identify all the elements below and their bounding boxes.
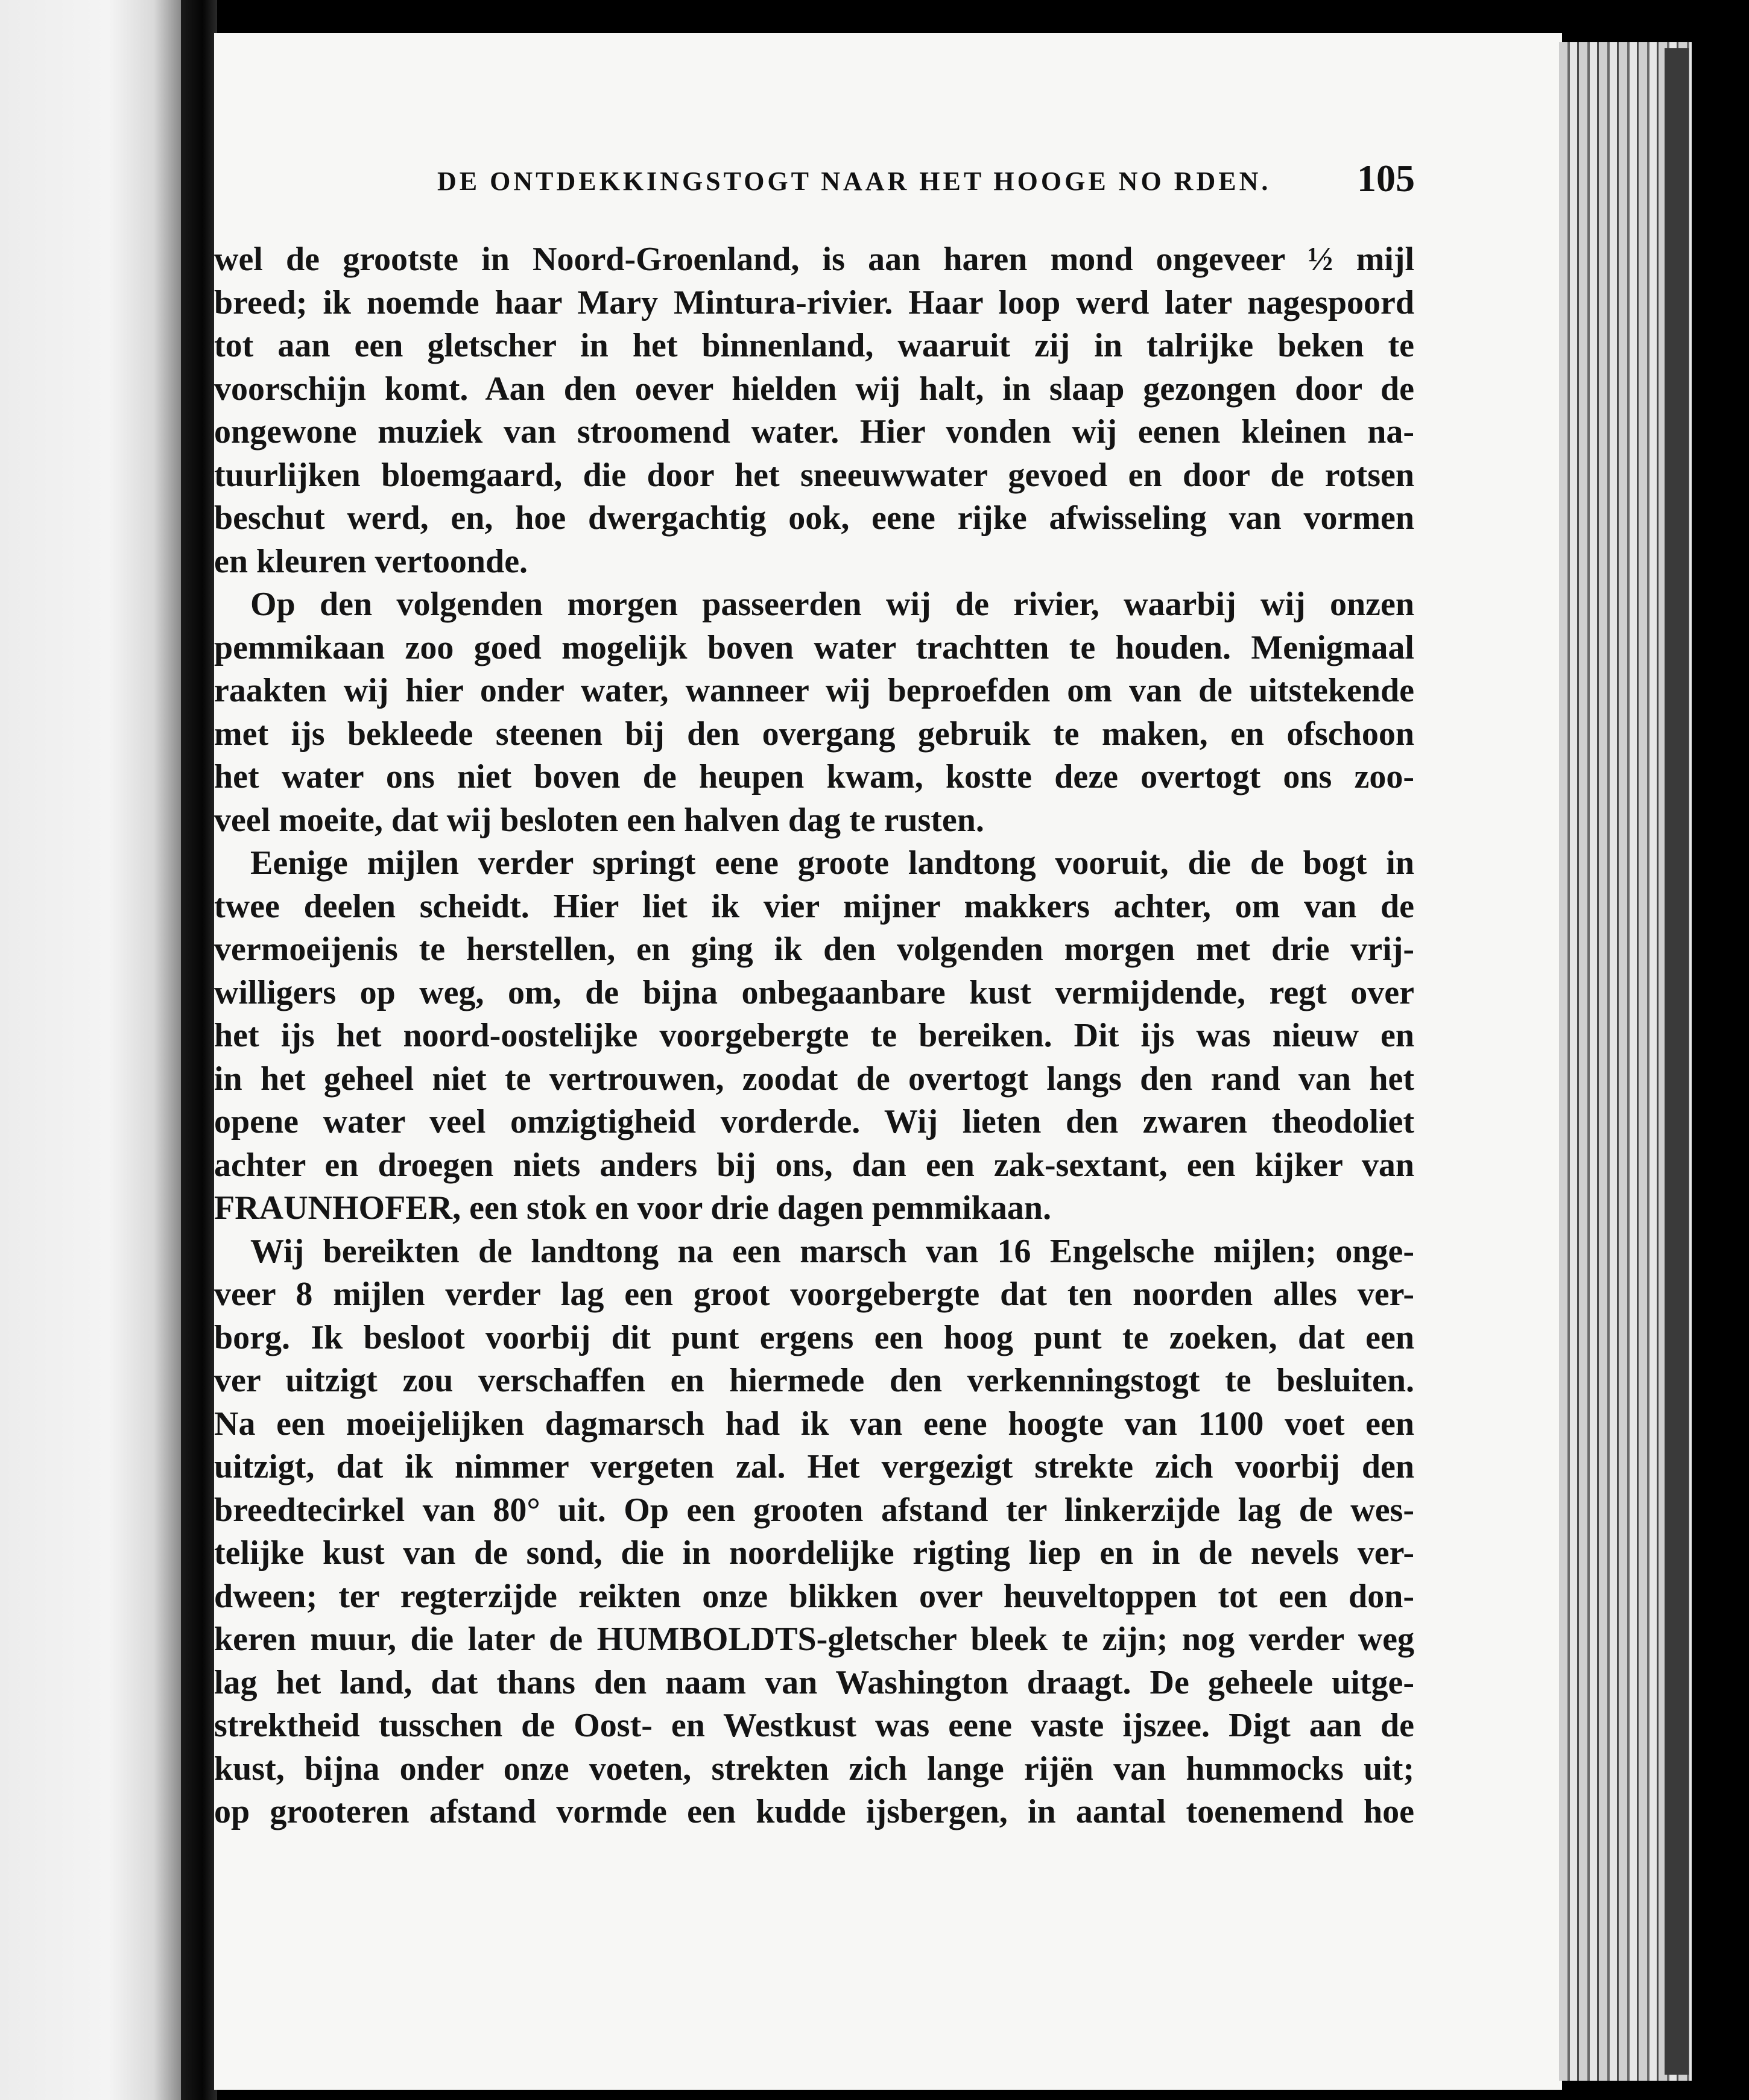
text-line: pemmikaan zoo goed mogelijk boven water trachtten te houden. Menigmaal [214, 628, 1414, 666]
text-line: wel de grootste in Noord-Groenland, is aan haren mond ongeveer ½ mijl [214, 241, 1414, 278]
text-line: vermoeijenis te herstellen, en ging ik den volgenden morgen met drie vrij- [214, 931, 1414, 968]
text-line: keren muur, die later de HUMBOLDTS-gletscher bleek te zijn; nog verder weg [214, 1621, 1414, 1658]
text-line: op grooteren afstand vormde een kudde ijsbergen, in aantal toenemend hoe [214, 1793, 1414, 1830]
text-line: willigers op weg, om, de bijna onbegaanbare kust vermijdende, regt over [214, 973, 1414, 1011]
text-line: breedtecirkel van 80° uit. Op een grooten afstand ter linkerzijde lag de wes- [214, 1491, 1414, 1529]
text-line: achter en droegen niets anders bij ons, dan een zak-sextant, een kijker van [214, 1146, 1414, 1184]
text-line: en kleuren vertoonde. [214, 542, 528, 580]
text-line: twee deelen scheidt. Hier liet ik vier mijner makkers achter, om van de [214, 887, 1414, 925]
text-line: Eenige mijlen verder springt eene groote landtong vooruit, die de bogt in [250, 844, 1414, 882]
book-gutter [181, 0, 217, 2100]
text-line: in het geheel niet te vertrouwen, zoodat de overtogt langs den rand van het [214, 1060, 1414, 1098]
text-line: strektheid tusschen de Oost- en Westkust was eene vaste ijszee. Digt aan de [214, 1707, 1414, 1744]
text-line: tot aan een gletscher in het binnenland, waaruit zij in talrijke beken te [214, 327, 1414, 364]
text-line: kust, bijna onder onze voeten, strekten zich lange rijën van hummocks uit; [214, 1750, 1414, 1788]
text-line: het water ons niet boven de heupen kwam, kostte deze overtogt ons zoo- [214, 758, 1414, 795]
text-line: opene water veel omzigtigheid vorderde. Wij lieten den zwaren theodoliet [214, 1103, 1414, 1140]
text-line: beschut werd, en, hoe dwergachtig ook, eene rijke afwisseling van vormen [214, 499, 1414, 537]
text-line: voorschijn komt. Aan den oever hielden wij halt, in slaap gezongen door de [214, 370, 1414, 408]
text-line: Wij bereikten de landtong na een marsch van 16 Engelsche mijlen; onge- [250, 1232, 1414, 1270]
body-text [214, 238, 1414, 1834]
text-line: Na een moeijelijken dagmarsch had ik van eene hoogte van 1100 voet een [214, 1405, 1414, 1443]
text-line: het ijs het noord-oostelijke voorgebergte te bereiken. Dit ijs was nieuw en [214, 1017, 1414, 1054]
text-line: borg. Ik besloot voorbij dit punt ergens een hoog punt te zoeken, dat een [214, 1318, 1414, 1356]
text-line: ongewone muziek van stroomend water. Hier vonden wij eenen kleinen na- [214, 413, 1414, 451]
book-cover-edge [1665, 48, 1689, 2075]
text-line: veel moeite, dat wij besloten een halven dag te rusten. [214, 801, 984, 839]
text-line: FRAUNHOFER, een stok en voor drie dagen pemmikaan. [214, 1189, 1052, 1227]
text-line: Op den volgenden morgen passeerden wij de rivier, waarbij wij onzen [250, 586, 1414, 623]
facing-page-edge [0, 0, 181, 2100]
text-line: lag het land, dat thans den naam van Washington draagt. De geheele uitge- [214, 1663, 1414, 1701]
text-line: telijke kust van de sond, die in noordelijke rigting liep en in de nevels ver- [214, 1534, 1414, 1572]
page-header [214, 154, 1562, 208]
text-line: uitzigt, dat ik nimmer vergeten zal. Het vergezigt strekte zich voorbij den [214, 1448, 1414, 1485]
page-number: 105 [1357, 157, 1415, 200]
text-line: ver uitzigt zou verschaffen en hiermede den verkenningstogt te besluiten. [214, 1362, 1414, 1399]
text-line: dween; ter regterzijde reikten onze blikken over heuveltoppen tot een don- [214, 1577, 1414, 1615]
text-line: breed; ik noemde haar Mary Mintura-rivier. Haar loop werd later nagespoord [214, 283, 1414, 321]
text-line: met ijs bekleede steenen bij den overgang gebruik te maken, en ofschoon [214, 715, 1414, 753]
text-line: tuurlijken bloemgaard, die door het sneeuwwater gevoed en door de rotsen [214, 456, 1414, 494]
text-line: veer 8 mijlen verder lag een groot voorgebergte dat ten noorden alles ver- [214, 1276, 1414, 1313]
text-line: raakten wij hier onder water, wanneer wij beproefden om van de uitstekende [214, 672, 1414, 709]
running-title: DE ONTDEKKINGSTOGT NAAR HET HOOGE NO RDEN. [437, 166, 1271, 196]
